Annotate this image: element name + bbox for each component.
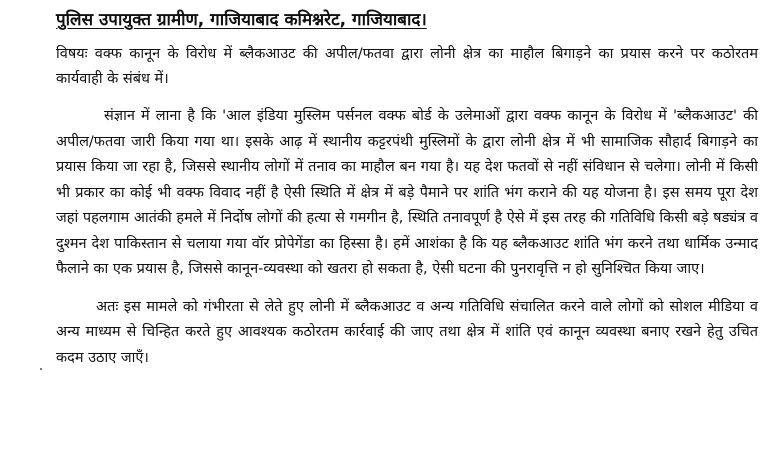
letter-addressee-title: पुलिस उपायुक्त ग्रामीण, गाजियाबाद कमिश्नरेट, गाजियाबाद। <box>56 10 427 30</box>
letter-subject: विषयः वक्फ कानून के विरोध में ब्लैकआउट की अपील/फतवा द्वारा लोनी क्षेत्र का माहौल बिगाड़ने का प्रयास करने पर कठोरतम कार्यवाही के संबंध में। <box>56 46 758 87</box>
letter-document <box>56 8 758 371</box>
letter-body-paragraph-1: संज्ञान में लाना है कि 'आल इंडिया मुस्लिम पर्सनल वक्फ बोर्ड के उलेमाओं द्वारा वक्फ कानून के विरोध में 'ब्लैकआउट' की अपील/फतवा जारी किया गया था। इसके आढ़ में स्थानीय कट्टरपंथी मुस्लिमों के द्वारा लोनी क्षेत्र में भी सामाजिक सौहार्द बिगाड़ने का प्रयास किया जा रहा है, जिससे स्थानीय लोगों में तनाव का माहौल बन गया है। यह देश फतवों से नहीं संविधान से चलेगा। लोनी में किसी भी प्रकार का कोई भी वक्फ विवाद नहीं है ऐसी स्थिति में क्षेत्र में बड़े पैमाने पर शांति भंग कराने की यह योजना है। इस समय पूरा देश जहां पहलगाम आतंकी हमले में निर्दोष लोगों की हत्या से गमगीन है, स्थिति तनावपूर्ण है ऐसे में इस तरह की गतिविधि किसी बड़े षड्यंत्र व दुश्मन देश पाकिस्तान से चलाया गया वॉर प्रोपेगेंडा का हिस्सा है। हमें आशंका है कि यह ब्लैकआउट शांति भंग करने तथा धार्मिक उन्माद फैलाने का एक प्रयास है, जिससे कानून-व्यवस्था को खतरा हो सकता है, ऐसी घटना की पुनरावृत्ति न हो सुनिश्चित किया जाए। <box>56 108 758 277</box>
letter-body-paragraph-2: अतः इस मामले को गंभीरता से लेते हुए लोनी में ब्लैकआउट व अन्य गतिविधि संचालित करने वाले लोगों को सोशल मीडिया व अन्य माध्यम से चिन्हित करते हुए आवश्यक कठोरतम कार्रवाई की जाए तथा क्षेत्र में शांति एवं कानून व्यवस्था बनाए रखने हेतु उचित कदम उठाए जाएँ। <box>56 298 758 366</box>
scan-speck <box>40 368 42 370</box>
